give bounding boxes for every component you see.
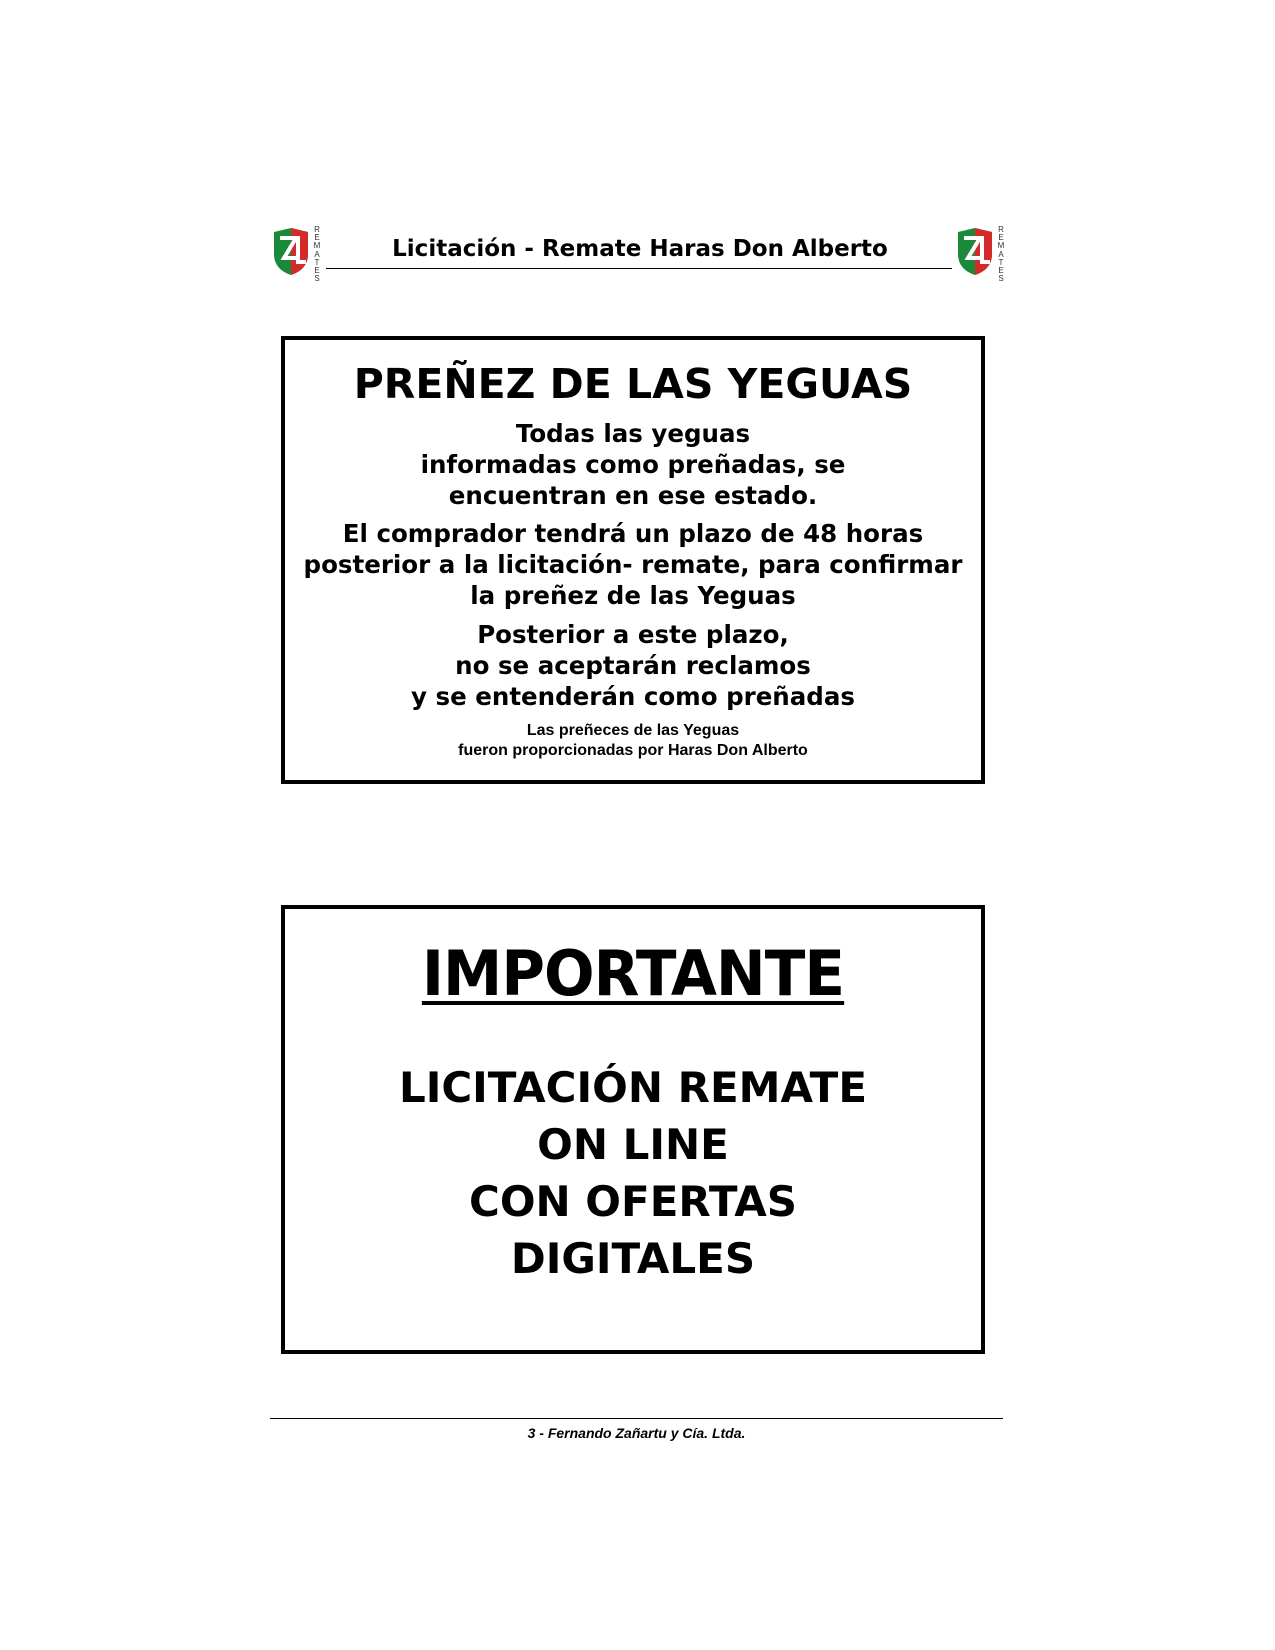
footer-divider — [270, 1418, 1003, 1419]
pregnancy-notice-box — [281, 336, 985, 784]
border-tick — [981, 953, 984, 979]
border-tick — [282, 953, 285, 979]
header-title: Licitación - Remate Haras Don Alberto — [392, 236, 888, 262]
company-logo-left — [270, 225, 322, 284]
paragraph-all-mares: Todas las yeguas informadas como preñadas, se encuentran en ese estado. — [420, 419, 846, 510]
logo-remates-word: R E M A T E S — [313, 225, 321, 284]
paragraph-buyer-deadline: El comprador tendrá un plazo de 48 horas posterior a la licitación- remate, para confirmar la preñez de las Yeguas — [303, 519, 963, 610]
company-logo-right — [954, 225, 1006, 284]
page-header — [270, 225, 1006, 284]
box-title: PREÑEZ DE LAS YEGUAS — [353, 360, 913, 408]
border-tick — [981, 384, 984, 410]
border-tick — [981, 1205, 984, 1231]
shield-logo-icon — [954, 226, 996, 276]
page-footer: 3 - Fernando Zañartu y Cía. Ltda. — [527, 1425, 746, 1441]
shield-logo-icon — [270, 226, 312, 276]
border-tick — [981, 468, 984, 494]
logo-remates-word: R E M A T E S — [997, 225, 1005, 284]
border-tick — [981, 1037, 984, 1063]
paragraph-no-claims: Posterior a este plazo, no se aceptarán reclamos y se entenderán como preñadas — [411, 620, 855, 711]
online-auction-text: LICITACIÓN REMATE ON LINE CON OFERTAS DIGITALES — [398, 1063, 868, 1283]
important-notice-box — [281, 905, 985, 1354]
important-heading: IMPORTANTE — [421, 937, 845, 1010]
border-tick — [981, 636, 984, 662]
header-divider — [326, 268, 952, 269]
source-note: Las preñeces de las Yeguas fueron proporcionadas por Haras Don Alberto — [458, 722, 808, 759]
border-tick — [981, 1121, 984, 1147]
border-tick — [981, 552, 984, 578]
